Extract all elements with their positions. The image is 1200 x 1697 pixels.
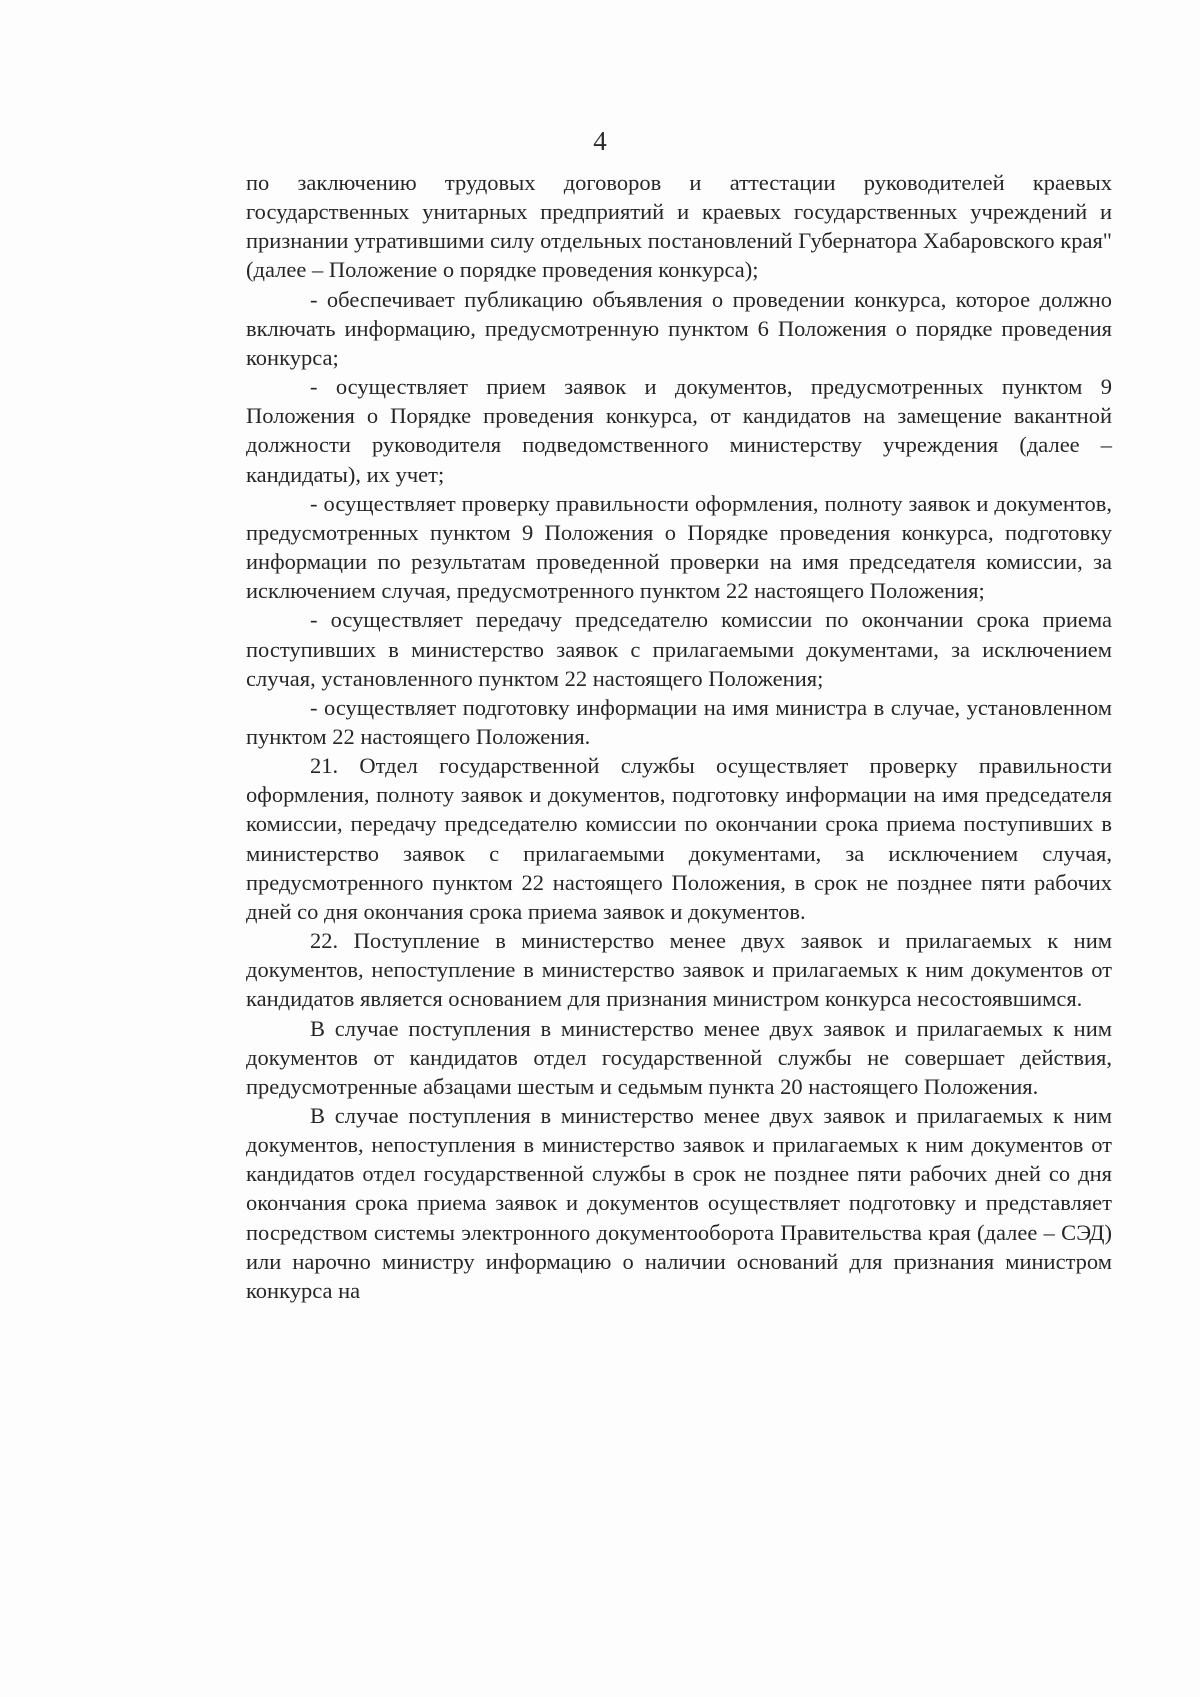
paragraph-21: 21. Отдел государственной службы осуществляет проверку правильности оформления, полноту заявок и документов, подготовку информации на имя председателя комиссии, передачу председателю комиссии по окончании срока приема поступивших в министерство заявок с прилагаемыми документами, за исключением случая, предусмотренного пунктом 22 настоящего Положения, в срок не позднее пяти рабочих дней со дня окончания срока приема заявок и документов.: [246, 753, 1112, 924]
paragraph: - осуществляет прием заявок и документов, предусмотренных пунктом 9 Положения о Порядке проведения конкурса, от кандидатов на замещение вакантной должности руководителя подведомственного министерству учреждения (далее – кандидаты), их учет;: [246, 374, 1112, 487]
paragraph: - осуществляет проверку правильности оформления, полноту заявок и документов, предусмотренных пунктом 9 Положения о Порядке проведения конкурса, подготовку информации по результатам проведенной проверки на имя председателя комиссии, за исключением случая, предусмотренного пунктом 22 настоящего Положения;: [246, 490, 1112, 604]
paragraph: - осуществляет подготовку информации на имя министра в случае, установленном пунктом 22 настоящего Положения.: [246, 694, 1112, 749]
paragraph: - осуществляет передачу председателю комиссии по окончании срока приема поступивших в министерство заявок с прилагаемыми документами, за исключением случая, установленного пунктом 22 настоящего Положения;: [246, 607, 1112, 691]
paragraph: по заключению трудовых договоров и аттестации руководителей краевых государственных унитарных предприятий и краевых государственных учреждений и признании утратившими силу отдельных постановлений Губернатора Хабаровского края" (далее – Положение о порядке проведения конкурса);: [246, 170, 1112, 283]
paragraph-22: 22. Поступление в министерство менее двух заявок и прилагаемых к ним документов, непоступление в министерство заявок и прилагаемых к ним документов от кандидатов является основанием для признания министром конкурса несостоявшимся.: [246, 928, 1112, 1012]
page-number: 4: [593, 126, 607, 156]
paragraph: В случае поступления в министерство менее двух заявок и прилагаемых к ним документов, непоступления в министерство заявок и прилагаемых к ним документов от кандидатов отдел государственной службы в срок не позднее пяти рабочих дней со дня окончания срока приема заявок и документов осуществляет подготовку и представляет посредством системы электронного документооборота Правительства края (далее – СЭД) или нарочно министру информацию о наличии оснований для признания министром конкурса на: [246, 1103, 1112, 1303]
document-body: [246, 168, 1112, 1305]
paragraph: В случае поступления в министерство менее двух заявок и прилагаемых к ним документов от кандидатов отдел государственной службы не совершает действия, предусмотренные абзацами шестым и седьмым пункта 20 настоящего Положения.: [246, 1015, 1112, 1099]
paragraph: - обеспечивает публикацию объявления о проведении конкурса, которое должно включать информацию, предусмотренную пунктом 6 Положения о порядке проведения конкурса;: [246, 286, 1112, 370]
